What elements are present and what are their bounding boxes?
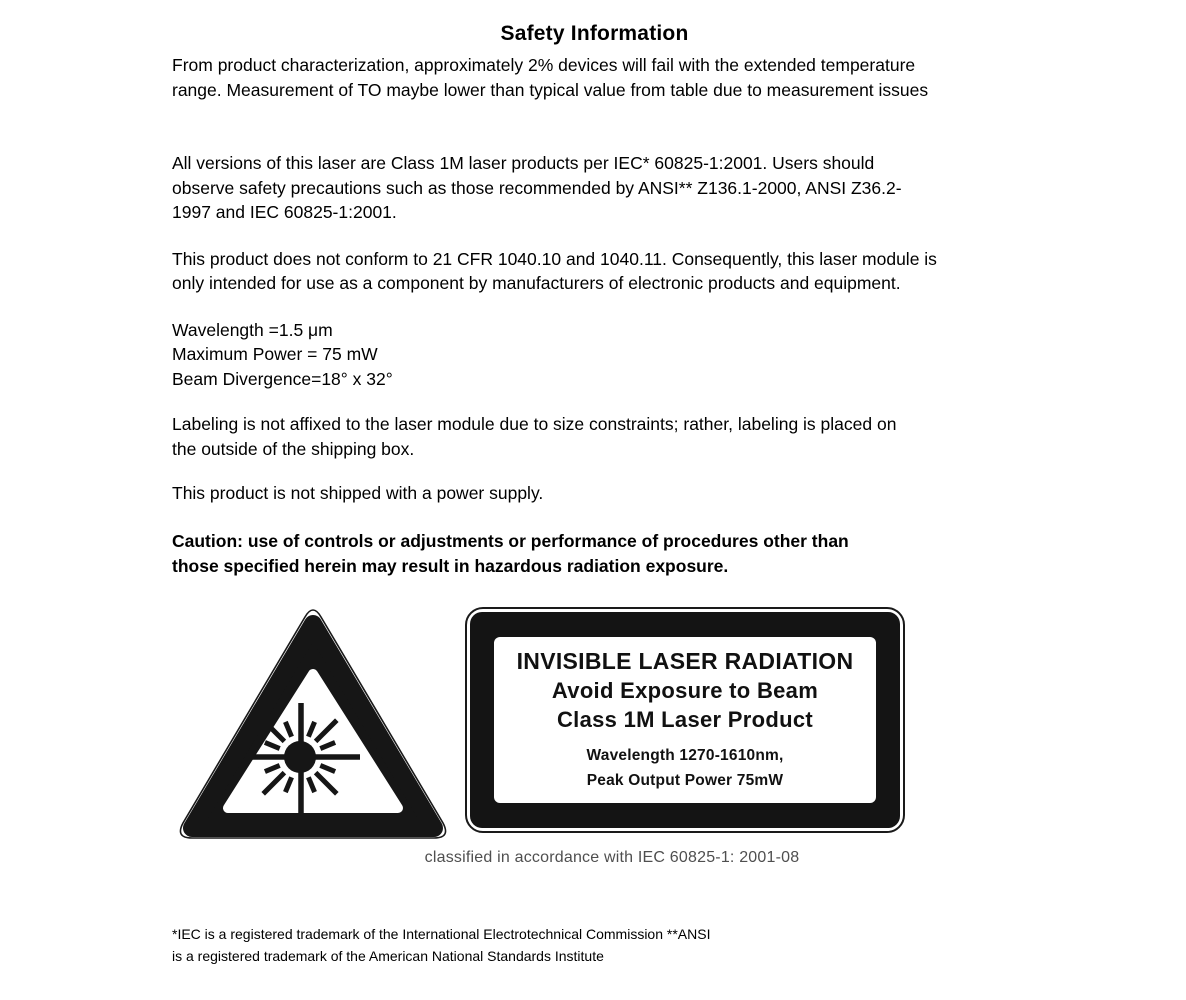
cfr-line-2: only intended for use as a component by manufacturers of electronic products and equipment. [172,273,901,293]
document-content [172,0,1017,968]
laser-warning-sign [172,600,455,851]
intro-line-1: From product characterization, approximately 2% devices will fail with the extended temperature [172,55,916,75]
labeling-line-2: the outside of the shipping box. [172,438,415,459]
footnote-line-2: is a registered trademark of the American National Standards Institute [172,948,604,964]
caution-statement [172,529,1017,580]
trademark-footnote [172,923,1017,968]
caution-line-2: those specified herein may result in hazardous radiation exposure. [172,556,729,576]
laser-class-line-3: 1997 and IEC 60825-1:2001. [172,202,397,222]
spec-beam-divergence: Beam Divergence=18° x 32° [172,368,393,389]
laser-warning-label-border [470,612,900,828]
classification-caption: classified in accordance with IEC 60825-1: 2001-08 [424,848,800,866]
label-peak-power-line: Peak Output Power 75mW [586,771,784,789]
labeling-line-1: Labeling is not affixed to the laser module due to size constraints; rather, labeling is placed on [172,414,897,434]
intro-line-2: range. Measurement of TO maybe lower than typical value from table due to measurement issues [172,79,929,100]
page-title: Safety Information [500,22,689,45]
laser-class-line-1: All versions of this laser are Class 1M laser products per IEC* 60825-1:2001. Users should [172,153,875,173]
intro-paragraph [172,53,1017,102]
power-supply-note [172,481,1017,506]
spec-max-power: Maximum Power = 75 mW [172,344,378,364]
laser-class-line-2: observe safety precautions such as those recommended by ANSI** Z136.1-2000, ANSI Z36.2- [172,177,902,198]
laser-radiation-warning-triangle-icon [172,600,455,846]
laser-warning-label-text-area [494,637,876,803]
power-supply-line: This product is not shipped with a power supply. [172,483,544,503]
cfr-conformance-paragraph [172,247,1017,296]
laser-specs-block [172,318,1017,392]
warning-graphics-figure [172,600,1017,851]
spec-wavelength: Wavelength =1.5 μm [172,319,333,340]
label-avoid-exposure-line: Avoid Exposure to Beam [551,677,819,703]
label-radiation-line: INVISIBLE LASER RADIATION [516,647,854,674]
laser-class-paragraph [172,151,1017,225]
labeling-note-paragraph [172,412,1017,461]
cfr-line-1: This product does not conform to 21 CFR 1040.10 and 1040.11. Consequently, this laser module is [172,248,937,269]
laser-warning-label [465,607,905,833]
caution-line-1: Caution: use of controls or adjustments or performance of procedures other than [172,530,849,551]
footnote-line-1: *IEC is a registered trademark of the International Electrotechnical Commission **ANSI [172,925,711,942]
label-wavelength-line: Wavelength 1270-1610nm, [586,746,784,764]
label-class-line: Class 1M Laser Product [556,706,814,732]
